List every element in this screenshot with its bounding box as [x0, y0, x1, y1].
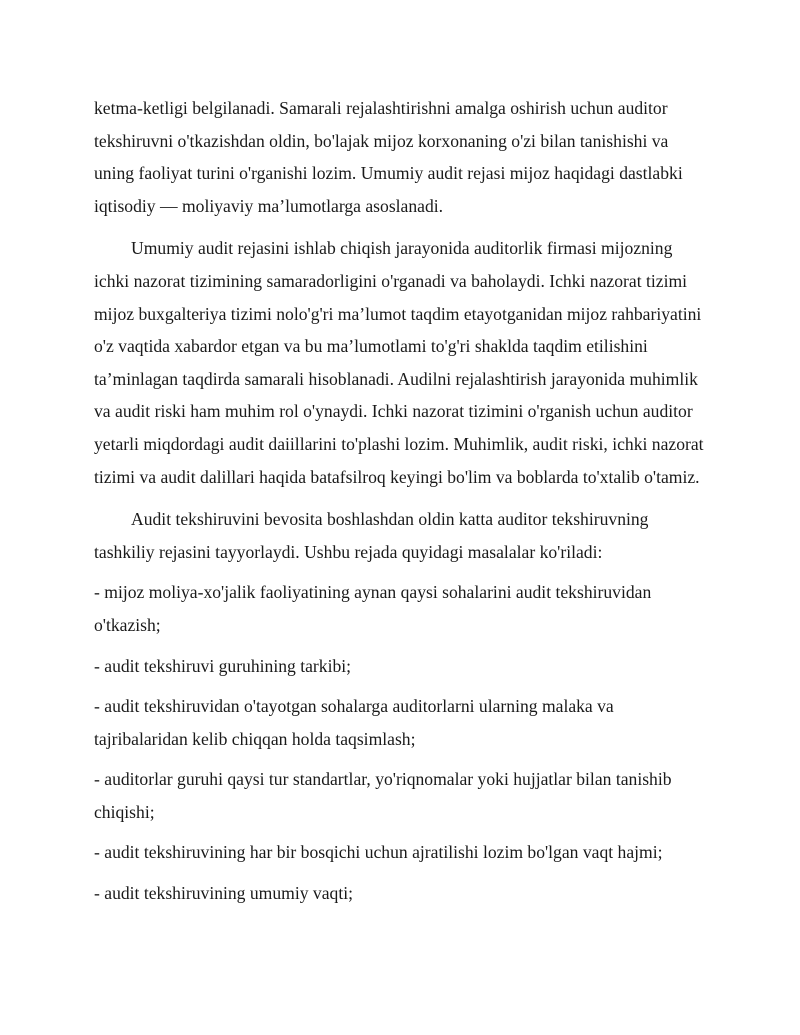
paragraph-2: Umumiy audit rejasini ishlab chiqish jarayonida auditorlik firmasi mijozning ichki nazorat tizimining samaradorligini o'rganadi va baholaydi. Ichki nazorat tizimi mijoz buxgalteriya tizimi nolo'g'ri ma’lumot taqdim etayotganidan mijoz rahbariyatini o'z vaqtida xabardor etgan va bu ma’lumotlami to'g'ri shaklda taqdim etilishini ta’minlagan taqdirda samarali hisoblanadi. Audilni rejalashtirish jarayonida muhimlik va audit riski ham muhim rol o'ynaydi. Ichki nazorat tizimini o'rganish uchun auditor yetarli miqdordagi audit daiillarini to'plashi lozim. Muhimlik, audit riski, ichki nazorat tizimi va audit dalillari haqida batafsilroq keyingi bo'lim va boblarda to'xtalib o'tamiz. — [94, 238, 704, 487]
paragraph-3: Audit tekshiruvini bevosita boshlashdan oldin katta auditor tekshiruvning tashkiliy rejasini tayyorlaydi. Ushbu rejada quyidagi masalalar ko'riladi: — [94, 509, 649, 562]
list-gap — [94, 682, 704, 690]
list-item: - audit tekshiruvining har bir bosqichi uchun ajratilishi lozim bo'lgan vaqt hajmi; — [94, 842, 663, 863]
list-item: - mijoz moliya-xo'jalik faoliyatining aynan qaysi sohalarini audit tekshiruvidan o'tkazish; — [94, 582, 652, 635]
list-gap — [94, 642, 704, 650]
bullet-list — [94, 576, 704, 909]
paragraph-1: ketma-ketligi belgilanadi. Samarali rejalashtirishni amalga oshirish uchun auditor tekshiruvni o'tkazishdan oldin, bo'lajak mijoz korxonaning o'zi bilan tanishishi va uning faoliyat turini o'rganishi lozim. Umumiy audit rejasi mijoz haqidagi dastlabki iqtisodiy — moliyaviy ma’lumotlarga asoslanadi. — [94, 98, 683, 216]
list-item: - audit tekshiruvining umumiy vaqti; — [94, 883, 353, 904]
paragraph-gap — [94, 568, 704, 576]
list-item: - audit tekshiruvi guruhining tarkibi; — [94, 655, 352, 676]
list-gap — [94, 755, 704, 763]
list-gap — [94, 828, 704, 836]
list-item: - audit tekshiruvidan o'tayotgan sohalarga auditorlarni ularning malaka va tajribalaridan kelib chiqqan holda taqsimlash; — [94, 696, 614, 749]
paragraph-gap — [94, 493, 704, 503]
list-gap — [94, 869, 704, 877]
list-item: - auditorlar guruhi qaysi tur standartlar, yo'riqnomalar yoki hujjatlar bilan tanishib chiqishi; — [94, 769, 672, 822]
paragraph-gap — [94, 222, 704, 232]
